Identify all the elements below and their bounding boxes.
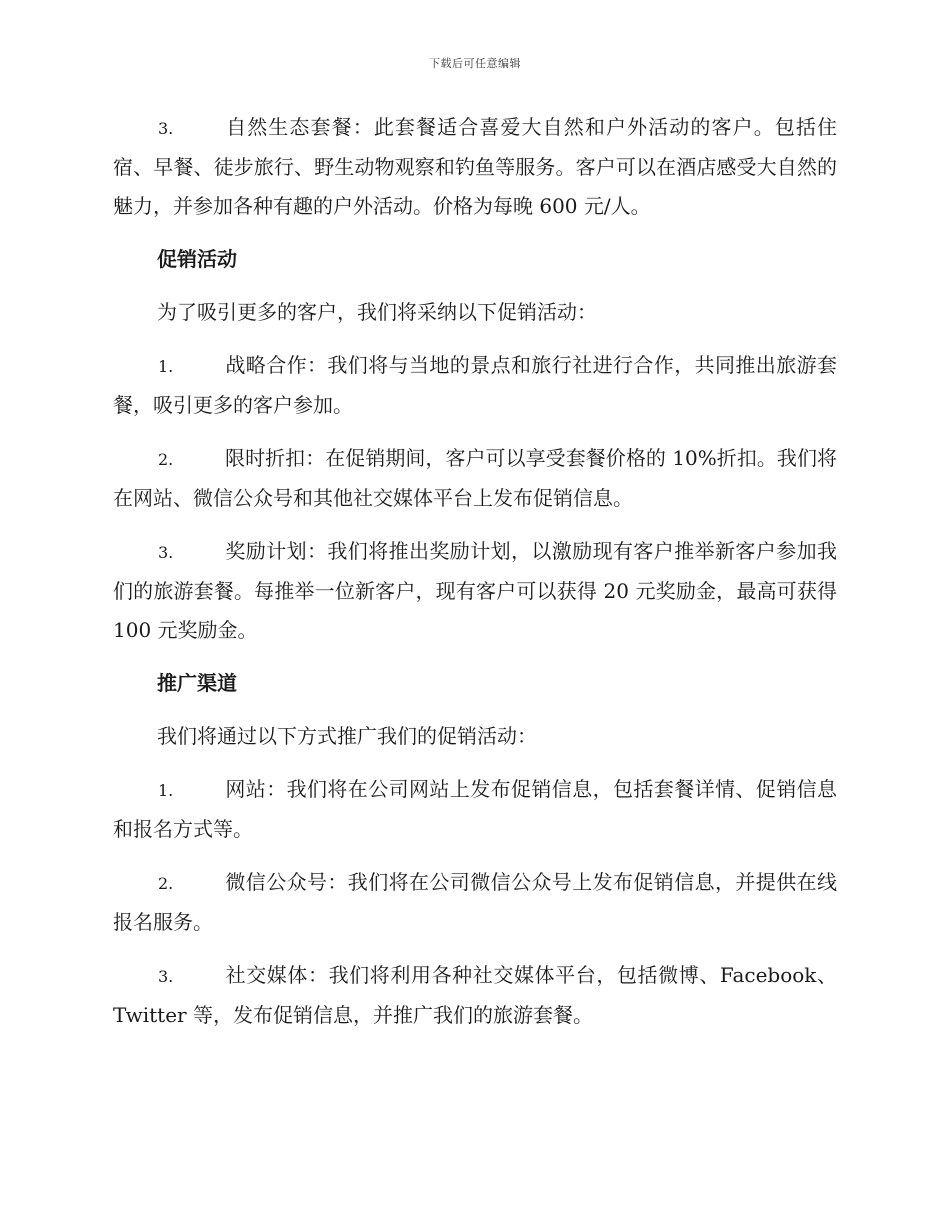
channel-heading: 推广渠道	[157, 671, 237, 695]
header-note: 下载后可任意编辑	[429, 57, 521, 70]
list-item-text: 战略合作：我们将与当地的景点和旅行社进行合作，共同推出旅游套餐，吸引更多的客户参加。	[113, 353, 837, 417]
list-item-text: 微信公众号：我们将在公司微信公众号上发布促销信息，并提供在线报名服务。	[113, 870, 837, 934]
promo-item-3	[113, 532, 837, 650]
channel-intro: 我们将通过以下方式推广我们的促销活动：	[157, 724, 537, 748]
promo-item-2	[113, 439, 837, 518]
channel-item-3	[113, 956, 837, 1035]
promo-intro: 为了吸引更多的客户，我们将采纳以下促销活动：	[157, 300, 597, 324]
list-number: 2.	[158, 874, 174, 893]
promo-item-1	[113, 346, 837, 425]
document-body	[113, 108, 837, 1049]
list-number: 3.	[158, 119, 174, 138]
list-item-text: 自然生态套餐：此套餐适合喜爱大自然和户外活动的客户。包括住宿、早餐、徒步旅行、野生动物观察和钓鱼等服务。客户可以在酒店感受大自然的魅力，并参加各种有趣的户外活动。价格为每晚 600 元/人。	[113, 115, 837, 218]
list-item-text: 奖励计划：我们将推出奖励计划，以激励现有客户推举新客户参加我们的旅游套餐。每推举一位新客户，现有客户可以获得 20 元奖励金，最高可获得 100 元奖励金。	[113, 539, 837, 642]
list-number: 3.	[158, 967, 174, 986]
list-item-text: 网站：我们将在公司网站上发布促销信息，包括套餐详情、促销信息和报名方式等。	[113, 777, 837, 841]
list-number: 1.	[158, 357, 174, 376]
list-number: 1.	[158, 781, 174, 800]
promo-heading: 促销活动	[157, 247, 237, 271]
list-number: 3.	[158, 543, 174, 562]
package-item-3	[113, 108, 837, 226]
channel-item-1	[113, 770, 837, 849]
list-item-text: 社交媒体：我们将利用各种社交媒体平台，包括微博、Facebook、Twitter 等，发布促销信息，并推广我们的旅游套餐。	[113, 963, 837, 1027]
channel-item-2	[113, 863, 837, 942]
list-item-text: 限时折扣：在促销期间，客户可以享受套餐价格的 10%折扣。我们将在网站、微信公众号和其他社交媒体平台上发布促销信息。	[113, 446, 837, 510]
list-number: 2.	[158, 450, 174, 469]
